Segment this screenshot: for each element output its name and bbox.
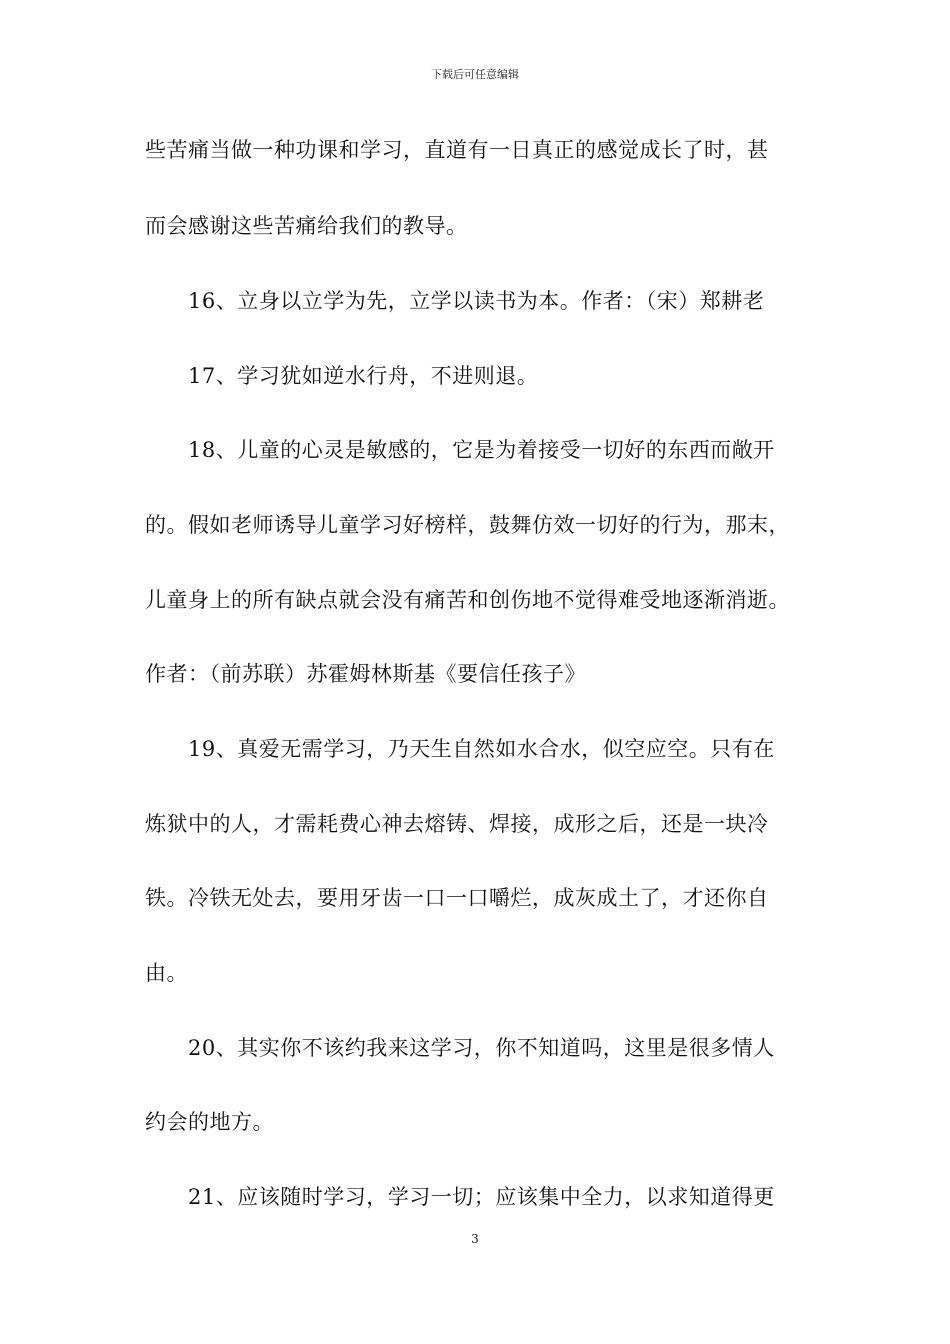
text-line: 16、立身以立学为先，立学以读书为本。作者：（宋）郑耕老 bbox=[188, 289, 765, 313]
text-line: 作者：（前苏联）苏霍姆林斯基《要信任孩子》 bbox=[145, 662, 586, 686]
text-line: 由。 bbox=[145, 961, 188, 985]
page-number: 3 bbox=[471, 1232, 479, 1246]
text-line: 20、其实你不该约我来这学习，你不知道吗，这里是很多情人 bbox=[188, 1036, 775, 1060]
text-line: 炼狱中的人，才需耗费心神去熔铸、焊接，成形之后，还是一块冷 bbox=[145, 812, 769, 836]
text-line: 约会的地方。 bbox=[145, 1110, 274, 1134]
text-line: 19、真爱无需学习，乃天生自然如水合水，似空应空。只有在 bbox=[188, 737, 775, 761]
text-line: 17、学习犹如逆水行舟，不进则退。 bbox=[188, 364, 539, 388]
text-line: 的。假如老师诱导儿童学习好榜样，鼓舞仿效一切好的行为，那末， bbox=[145, 513, 790, 537]
text-line: 18、儿童的心灵是敏感的，它是为着接受一切好的东西而敞开 bbox=[188, 438, 775, 462]
text-line: 儿童身上的所有缺点就会没有痛苦和创伤地不觉得难受地逐渐消逝。 bbox=[145, 588, 790, 612]
text-line: 而会感谢这些苦痛给我们的教导。 bbox=[145, 214, 468, 238]
page-header: 下载后可任意编辑 bbox=[431, 68, 519, 81]
text-line: 些苦痛当做一种功课和学习，直道有一日真正的感觉成长了时，甚 bbox=[145, 138, 769, 162]
text-line: 21、应该随时学习，学习一切；应该集中全力，以求知道得更 bbox=[188, 1185, 775, 1209]
text-line: 铁。冷铁无处去，要用牙齿一口一口嚼烂，成灰成土了，才还你自 bbox=[145, 886, 769, 910]
